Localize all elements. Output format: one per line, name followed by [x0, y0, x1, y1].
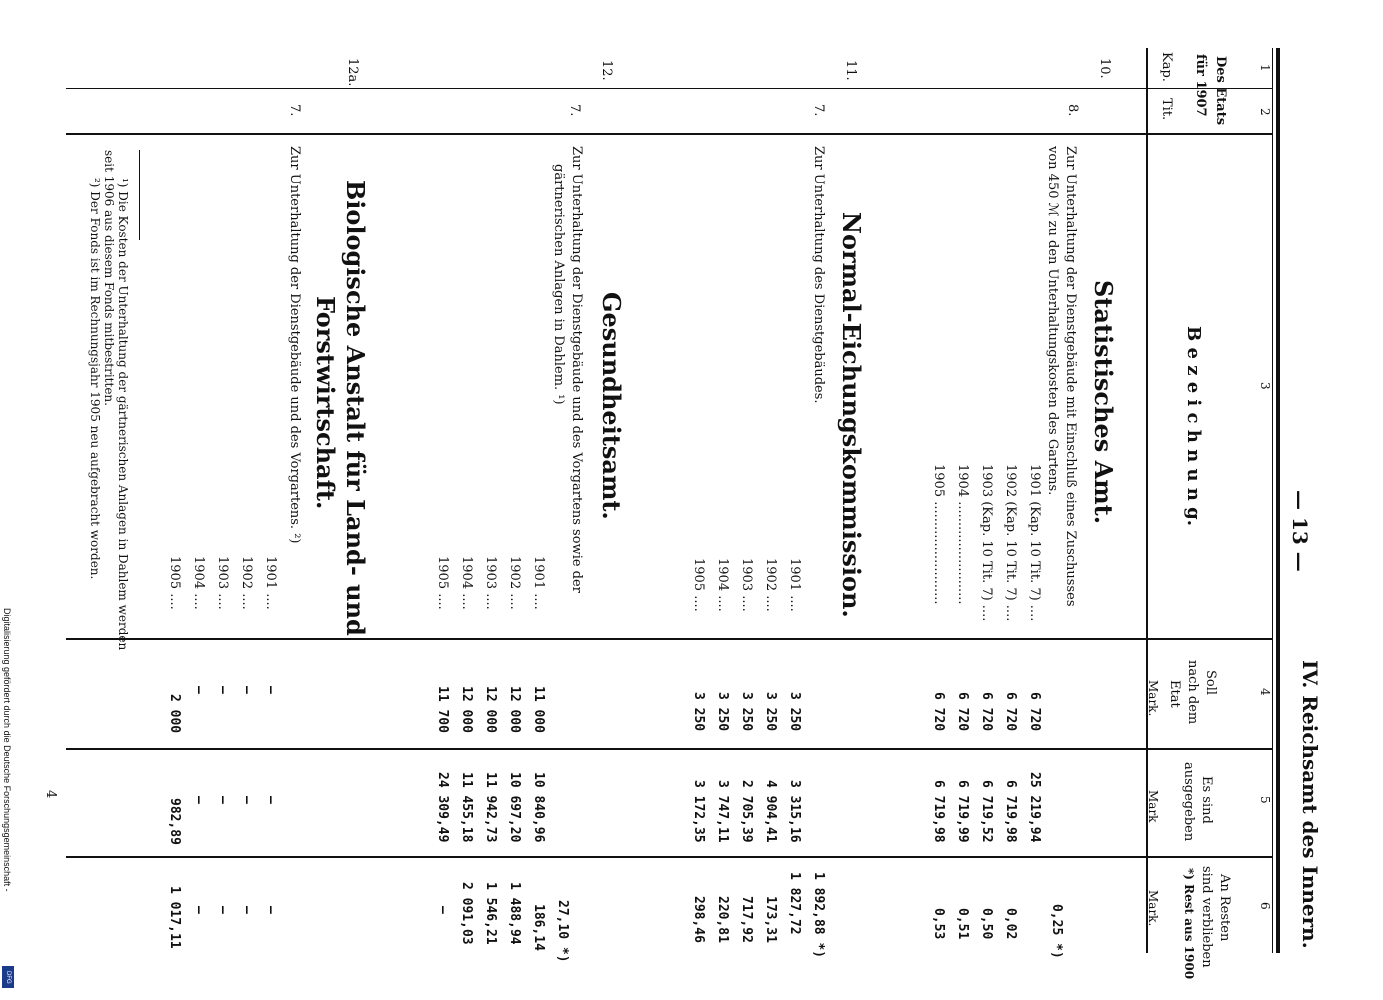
tit-desc-rule — [66, 133, 1272, 135]
row-12-1-rest: 27,10 *) — [555, 900, 570, 963]
row-12a-3-ausg: — — [215, 796, 230, 804]
row-11-5-rest: 220,81 — [715, 896, 730, 943]
row-10-3-rest: 0,50 — [979, 908, 994, 940]
row-11-3-ausg: 2 705,39 — [739, 780, 754, 843]
row-10-4-soll: 6 720 — [955, 692, 970, 732]
col-number-4: 4 — [1258, 688, 1272, 696]
top-thick-rule — [1276, 48, 1280, 953]
row-11-2-ausg: 4 904,41 — [763, 780, 778, 843]
heading-gesundheitsamt: Gesundheitsamt. — [597, 292, 626, 520]
row-10-4-label: 1904 ......................... — [955, 464, 970, 605]
soll-header-2: nach dem — [1185, 660, 1200, 725]
row-12a-2-soll: — — [239, 686, 254, 694]
desc-soll-rule — [66, 638, 1272, 640]
rest-header-2: sind verblieben — [1199, 866, 1214, 968]
row-11-3-label: 1903 .... — [739, 558, 754, 612]
footer-page-number: 4 — [43, 790, 58, 799]
row-12-4-soll: 12 000 — [459, 686, 474, 733]
row-12-5-soll: 11 700 — [435, 686, 450, 733]
row-12a-4-label: 1904 .... — [191, 556, 206, 610]
row-11-1-rest: 1 892,88 *) — [811, 872, 826, 959]
etat-label-1: Des Etats — [1213, 56, 1228, 126]
row-12-3-soll: 12 000 — [483, 686, 498, 733]
heading-biologische-anstalt: Biologische Anstalt für Land- und — [341, 180, 370, 636]
row-12a-3-rest: — — [215, 906, 230, 914]
ausg-header-2: ausgegeben — [1181, 762, 1196, 842]
row-12-1-soll: 11 000 — [531, 686, 546, 733]
row-11-5-soll: 3 250 — [691, 692, 706, 732]
row-10-1-ausg: 25 219,94 — [1027, 772, 1042, 843]
row-12a-5-label: 1905 .... — [167, 556, 182, 610]
row-11-6-rest: 298,46 — [691, 896, 706, 943]
col-number-1: 1 — [1258, 64, 1272, 72]
desc-12-line2: gärtnerischen Anlagen in Dahlem. ¹) — [551, 164, 566, 405]
soll-mark: Mark. — [1146, 680, 1160, 717]
row-12-4-ausg: 11 455,18 — [459, 772, 474, 843]
row-12-3-rest: 1 488,94 — [507, 882, 522, 945]
soll-header: Soll — [1203, 670, 1218, 696]
heading-forstwirtschaft: Forstwirtschaft. — [311, 296, 340, 510]
heading-statistisches-amt: Statistisches Amt. — [1089, 280, 1118, 525]
tit-header: Tit. — [1159, 98, 1174, 121]
row-10-3-ausg: 6 719,52 — [979, 780, 994, 843]
row-11-2-rest: 1 827,72 — [787, 872, 802, 935]
row-12-4-label: 1904 .... — [459, 556, 474, 610]
desc-10-line2: von 450 ℳ zu den Unterhaltungskosten des Gartens. — [1045, 146, 1060, 496]
row-12a-5-soll: 2 000 — [167, 694, 182, 734]
kap-10: 10. — [1097, 58, 1112, 79]
row-11-4-label: 1904 .... — [715, 558, 730, 612]
rest-header-3: *) Rest aus 1900 — [1182, 868, 1196, 980]
row-10-5-label: 1905 ......................... — [931, 464, 946, 605]
row-12-3-ausg: 11 942,73 — [483, 772, 498, 843]
row-12a-2-label: 1902 .... — [239, 556, 254, 610]
row-10-3-label: 1903 (Kap. 10 Tit. 7) .... — [979, 464, 994, 622]
row-12a-1-soll: — — [263, 686, 278, 694]
section-title: IV. Reichsamt des Innern. — [1298, 660, 1322, 949]
kap-12: 12. — [599, 60, 614, 81]
col-number-3: 3 — [1258, 382, 1272, 390]
row-10-1-rest: 0,25 *) — [1049, 904, 1064, 959]
row-12-5-label: 1905 .... — [435, 556, 450, 610]
footnote-1b: seit 1906 aus diesem Fonds mitbestritten. — [102, 150, 116, 406]
row-10-2-ausg: 6 719,98 — [1003, 780, 1018, 843]
row-10-3-soll: 6 720 — [979, 692, 994, 732]
page-number: — 13 — — [1288, 490, 1312, 572]
dfg-logo: DFG — [2, 966, 14, 988]
ausg-header: Es sind — [1199, 776, 1214, 824]
row-11-3-rest: 173,31 — [763, 896, 778, 943]
row-11-5-ausg: 3 172,35 — [691, 780, 706, 843]
kap-header: Kap. — [1159, 52, 1174, 82]
row-10-4-ausg: 6 719,99 — [955, 780, 970, 843]
row-11-1-label: 1901 .... — [787, 558, 802, 612]
row-12-3-label: 1903 .... — [483, 556, 498, 610]
row-12-4-rest: 1 546,21 — [483, 882, 498, 945]
row-11-1-ausg: 3 315,16 — [787, 780, 802, 843]
row-12-5-rest: 2 091,03 — [459, 882, 474, 945]
row-10-4-rest: 0,51 — [955, 908, 970, 940]
desc-12-line1: Zur Unterhaltung der Dienstgebäude und des Vorgartens sowie der — [569, 146, 584, 593]
row-12a-4-rest: — — [191, 906, 206, 914]
col-number-rule — [1272, 48, 1273, 953]
tit-12a: 7. — [287, 104, 302, 117]
row-11-4-ausg: 3 747,11 — [715, 780, 730, 843]
desc-12a-line1: Zur Unterhaltung der Dienstgebäude und des Vorgartens. ²) — [287, 146, 302, 544]
row-12a-5-ausg: 982,89 — [167, 798, 182, 845]
row-12a-3-soll: — — [215, 686, 230, 694]
soll-ausg-rule — [66, 748, 1272, 750]
row-12a-5-rest: 1 017,11 — [167, 886, 182, 949]
row-12a-1-label: 1901 .... — [263, 556, 278, 610]
row-12a-3-label: 1903 .... — [215, 556, 230, 610]
row-12a-4-ausg: — — [191, 796, 206, 804]
desc-11-line1: Zur Unterhaltung des Dienstgebäudes. — [811, 146, 826, 404]
tit-10: 8. — [1065, 104, 1080, 117]
row-11-5-label: 1905 .... — [691, 558, 706, 612]
ausg-rest-rule — [66, 856, 1272, 858]
kap-11: 11. — [843, 60, 858, 81]
bezeichnung-header: B e z e i c h n u n g. — [1183, 326, 1204, 527]
row-10-2-rest: 0,02 — [1003, 908, 1018, 940]
row-12a-1-ausg: — — [263, 796, 278, 804]
col-number-6: 6 — [1258, 902, 1272, 910]
heading-normal-eichungskommission: Normal-Eichungskommission. — [837, 212, 866, 618]
footnote-2: ²) Der Fonds ist im Rechnungsjahr 1905 neu aufgebracht worden. — [88, 178, 102, 580]
row-11-3-soll: 3 250 — [739, 692, 754, 732]
row-12a-1-rest: — — [263, 906, 278, 914]
row-10-1-label: 1901 (Kap. 10 Tit. 7) .... — [1027, 464, 1042, 622]
row-12a-4-soll: — — [191, 686, 206, 694]
row-11-2-soll: 3 250 — [763, 692, 778, 732]
credit-line: Digitalisierung gefördert durch die Deutsche Forschungsgemeinschaft - — [2, 608, 12, 892]
row-11-4-rest: 717,92 — [739, 896, 754, 943]
row-10-5-ausg: 6 719,98 — [931, 780, 946, 843]
row-10-2-soll: 6 720 — [1003, 692, 1018, 732]
row-12-2-rest: 186,14 — [531, 904, 546, 951]
soll-header-3: Etat — [1167, 680, 1182, 708]
row-12-2-ausg: 10 697,20 — [507, 772, 522, 843]
ausg-mark: Mark — [1146, 790, 1160, 823]
tit-12: 7. — [567, 104, 582, 117]
row-12-6-rest: — — [435, 906, 450, 914]
kap-12a: 12a. — [345, 58, 360, 87]
kap-tit-rule — [66, 88, 1272, 89]
row-10-1-soll: 6 720 — [1027, 692, 1042, 732]
footnote-1a: ¹) Die Kosten der Unterhaltung der gärtnerischen Anlagen in Dahlem werden — [116, 178, 130, 651]
row-10-5-rest: 0,53 — [931, 908, 946, 940]
row-12a-2-ausg: — — [239, 796, 254, 804]
row-11-4-soll: 3 250 — [715, 692, 730, 732]
row-10-2-label: 1902 (Kap. 10 Tit. 7) .... — [1003, 464, 1018, 622]
row-12-2-soll: 12 000 — [507, 686, 522, 733]
etat-label-2: für 1907 — [1193, 54, 1208, 117]
row-11-2-label: 1902 .... — [763, 558, 778, 612]
row-12-1-label: 1901 .... — [531, 556, 546, 610]
rest-header: An Resten — [1217, 874, 1232, 942]
row-10-5-soll: 6 720 — [931, 692, 946, 732]
footnote-rule — [139, 150, 140, 240]
desc-10-line1: Zur Unterhaltung der Dienstgebäude mit Einschluß eines Zuschusses — [1063, 146, 1078, 607]
row-11-1-soll: 3 250 — [787, 692, 802, 732]
rest-mark: Mark. — [1146, 890, 1160, 927]
row-12-2-label: 1902 .... — [507, 556, 522, 610]
row-12-5-ausg: 24 309,49 — [435, 772, 450, 843]
tit-11: 7. — [811, 104, 826, 117]
col-number-2: 2 — [1258, 108, 1272, 116]
row-12a-2-rest: — — [239, 906, 254, 914]
row-12-1-ausg: 10 840,96 — [531, 772, 546, 843]
col-number-5: 5 — [1258, 796, 1272, 804]
